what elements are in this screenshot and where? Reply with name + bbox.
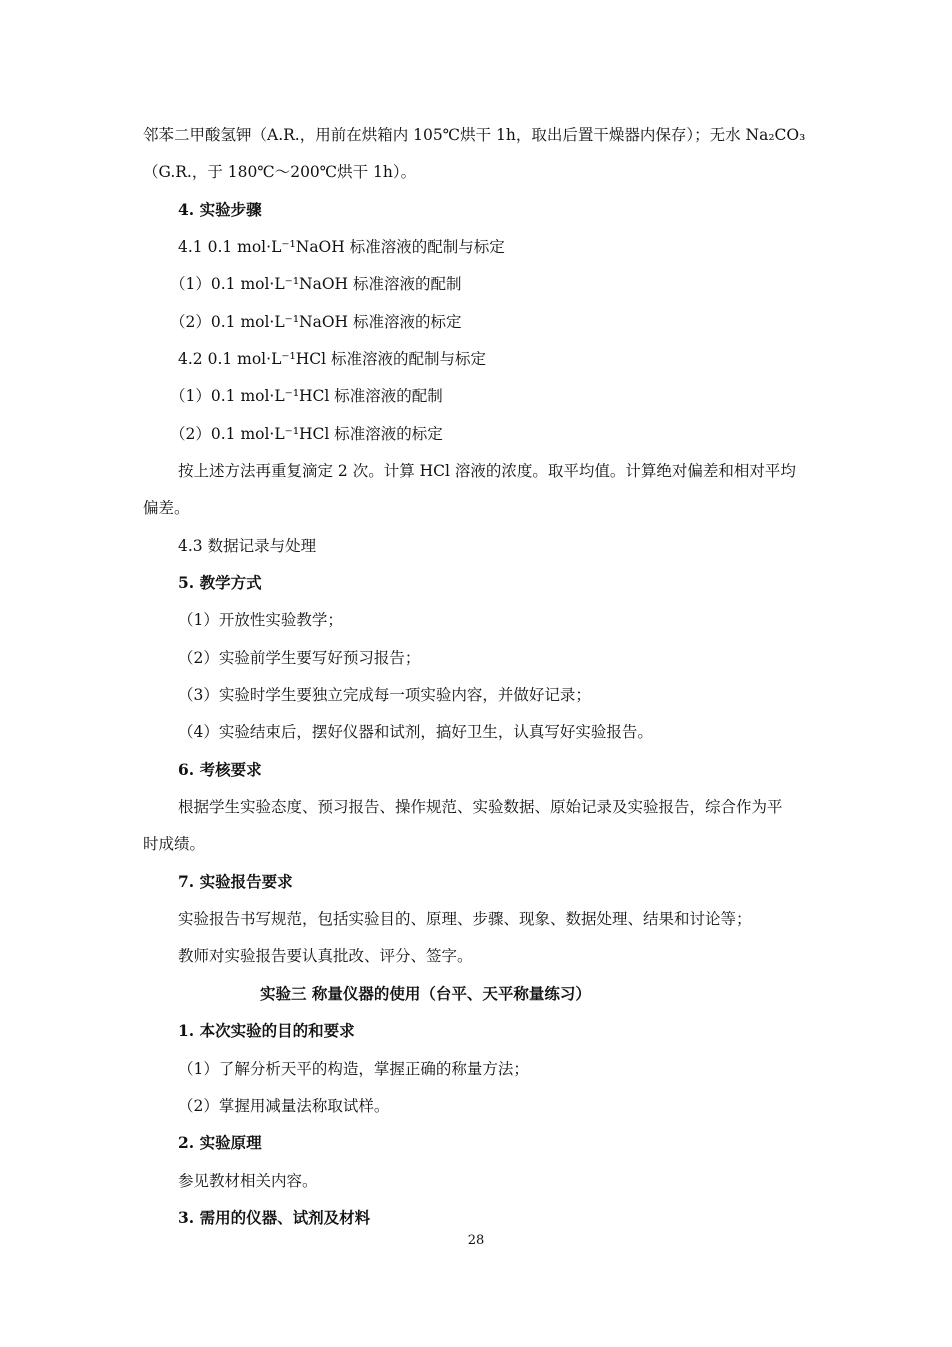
text-line: （1）开放性实验教学； <box>178 611 343 629</box>
text-line: 邻苯二甲酸氢钾（A.R.，用前在烘箱内 105℃烘干 1h，取出后置干燥器内保存）；无水 Na₂CO₃ <box>143 126 806 144</box>
page-number: 28 <box>467 1233 485 1248</box>
section-heading: 1. 本次实验的目的和要求 <box>178 1021 355 1040</box>
text-line: 参见教材相关内容。 <box>178 1172 318 1190</box>
text-line: （3）实验时学生要独立完成每一项实验内容，并做好记录； <box>178 686 591 704</box>
text-line: 按上述方法再重复滴定 2 次。计算 HCl 溶液的浓度。取平均值。计算绝对偏差和相对平均 <box>178 462 796 480</box>
text-line: 根据学生实验态度、预习报告、操作规范、实验数据、原始记录及实验报告，综合作为平 <box>178 798 783 816</box>
section-heading: 6. 考核要求 <box>178 760 262 779</box>
section-heading: 3. 需用的仪器、试剂及材料 <box>178 1208 371 1227</box>
section-heading: 2. 实验原理 <box>178 1133 262 1152</box>
text-line: 4.1 0.1 mol·L⁻¹NaOH 标准溶液的配制与标定 <box>178 238 505 256</box>
experiment-title: 实验三 称量仪器的使用（台平、天平称量练习） <box>260 984 591 1003</box>
text-line: （G.R.，于 180℃～200℃烘干 1h）。 <box>143 163 417 181</box>
text-line: 时成绩。 <box>143 835 206 853</box>
text-line: （1）0.1 mol·L⁻¹HCl 标准溶液的配制 <box>170 387 443 405</box>
text-line: （2）实验前学生要写好预习报告； <box>178 649 421 667</box>
text-line: 实验报告书写规范，包括实验目的、原理、步骤、现象、数据处理、结果和讨论等； <box>178 910 752 928</box>
text-line: 4.3 数据记录与处理 <box>178 537 317 555</box>
section-heading: 4. 实验步骤 <box>178 200 262 219</box>
section-heading: 7. 实验报告要求 <box>178 872 293 891</box>
text-line: （4）实验结束后，摆好仪器和试剂，搞好卫生，认真写好实验报告。 <box>178 723 653 741</box>
section-heading: 5. 教学方式 <box>178 573 262 592</box>
text-line: （2）0.1 mol·L⁻¹HCl 标准溶液的标定 <box>170 425 443 443</box>
text-line: 偏差。 <box>143 499 190 517</box>
text-line: （1）0.1 mol·L⁻¹NaOH 标准溶液的配制 <box>170 275 462 293</box>
text-line: （1）了解分析天平的构造，掌握正确的称量方法； <box>178 1060 529 1078</box>
text-line: （2）掌握用减量法称取试样。 <box>178 1097 390 1115</box>
text-line: （2）0.1 mol·L⁻¹NaOH 标准溶液的标定 <box>170 313 462 331</box>
text-line: 4.2 0.1 mol·L⁻¹HCl 标准溶液的配制与标定 <box>178 350 487 368</box>
text-line: 教师对实验报告要认真批改、评分、签字。 <box>178 947 473 965</box>
